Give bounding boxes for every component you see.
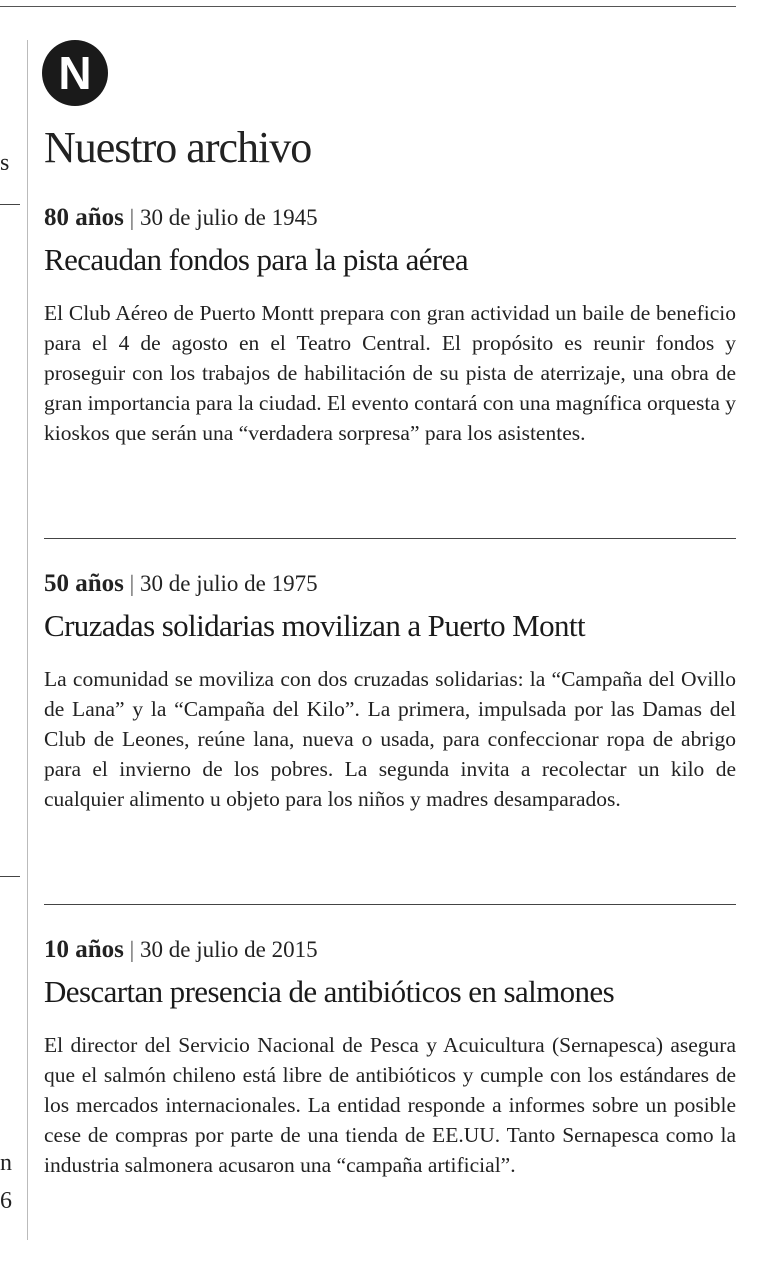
entry-meta — [44, 204, 736, 232]
archive-entry — [44, 204, 736, 448]
entry-years: 10 años — [44, 936, 124, 963]
meta-separator: | — [129, 937, 135, 962]
entry-body: El Club Aéreo de Puerto Montt prepara con gran actividad un baile de beneficio para el 4 de agosto en el Teatro Central. El propósito es reunir fondos y proseguir con los trabajos de habilitación de su pista de aterrizaje, una obra de gran importancia para la ciudad. El evento contará con una magnífica orquesta y kioskos que serán una “verdadera sorpresa” para los asistentes. — [44, 301, 736, 445]
meta-separator: | — [129, 205, 135, 230]
archive-entry — [44, 570, 736, 814]
entry-meta — [44, 570, 736, 598]
top-rule — [0, 6, 736, 7]
logo-letter: N — [58, 47, 92, 99]
entry-date: 30 de julio de 1975 — [140, 571, 318, 596]
entry-body: El director del Servicio Nacional de Pesca y Acuicultura (Sernapesca) asegura que el salmón chileno está libre de antibióticos y cumple con los estándares de los mercados internacionales. La entidad responde a informes sobre un posible cese de compras por parte de una tienda de EE.UU. Tanto Sernapesca como la industria salmonera acusaron una “campaña artificial”. — [44, 1033, 736, 1177]
entry-body: La comunidad se moviliza con dos cruzadas solidarias: la “Campaña del Ovillo de Lana” y la “Campaña del Kilo”. La primera, impulsada por las Damas del Club de Leones, reúne lana, nueva o usada, para confeccionar ropa de abrigo para el invierno de los pobres. La segunda invita a recolectar un kilo de cualquier alimento u objeto para los niños y madres desamparados. — [44, 667, 736, 811]
column-rule — [27, 40, 28, 1240]
edge-rule — [0, 876, 20, 877]
entry-headline: Recaudan fondos para la pista aérea — [44, 242, 468, 277]
meta-separator: | — [129, 571, 135, 596]
entry-headline: Cruzadas solidarias movilizan a Puerto Montt — [44, 608, 585, 643]
edge-fragment: n — [0, 1150, 12, 1176]
section-logo — [42, 40, 108, 106]
entry-date: 30 de julio de 1945 — [140, 205, 318, 230]
section-title: Nuestro archivo — [44, 123, 312, 172]
entry-date: 30 de julio de 2015 — [140, 937, 318, 962]
entry-headline: Descartan presencia de antibióticos en salmones — [44, 974, 615, 1009]
edge-fragment: s — [0, 150, 10, 176]
edge-rule — [0, 204, 20, 205]
entry-meta — [44, 936, 736, 964]
archive-entry — [44, 936, 736, 1180]
edge-fragment: 6 — [0, 1188, 12, 1214]
entry-divider — [44, 538, 736, 539]
entry-years: 80 años — [44, 204, 124, 231]
entry-years: 50 años — [44, 570, 124, 597]
entry-divider — [44, 904, 736, 905]
